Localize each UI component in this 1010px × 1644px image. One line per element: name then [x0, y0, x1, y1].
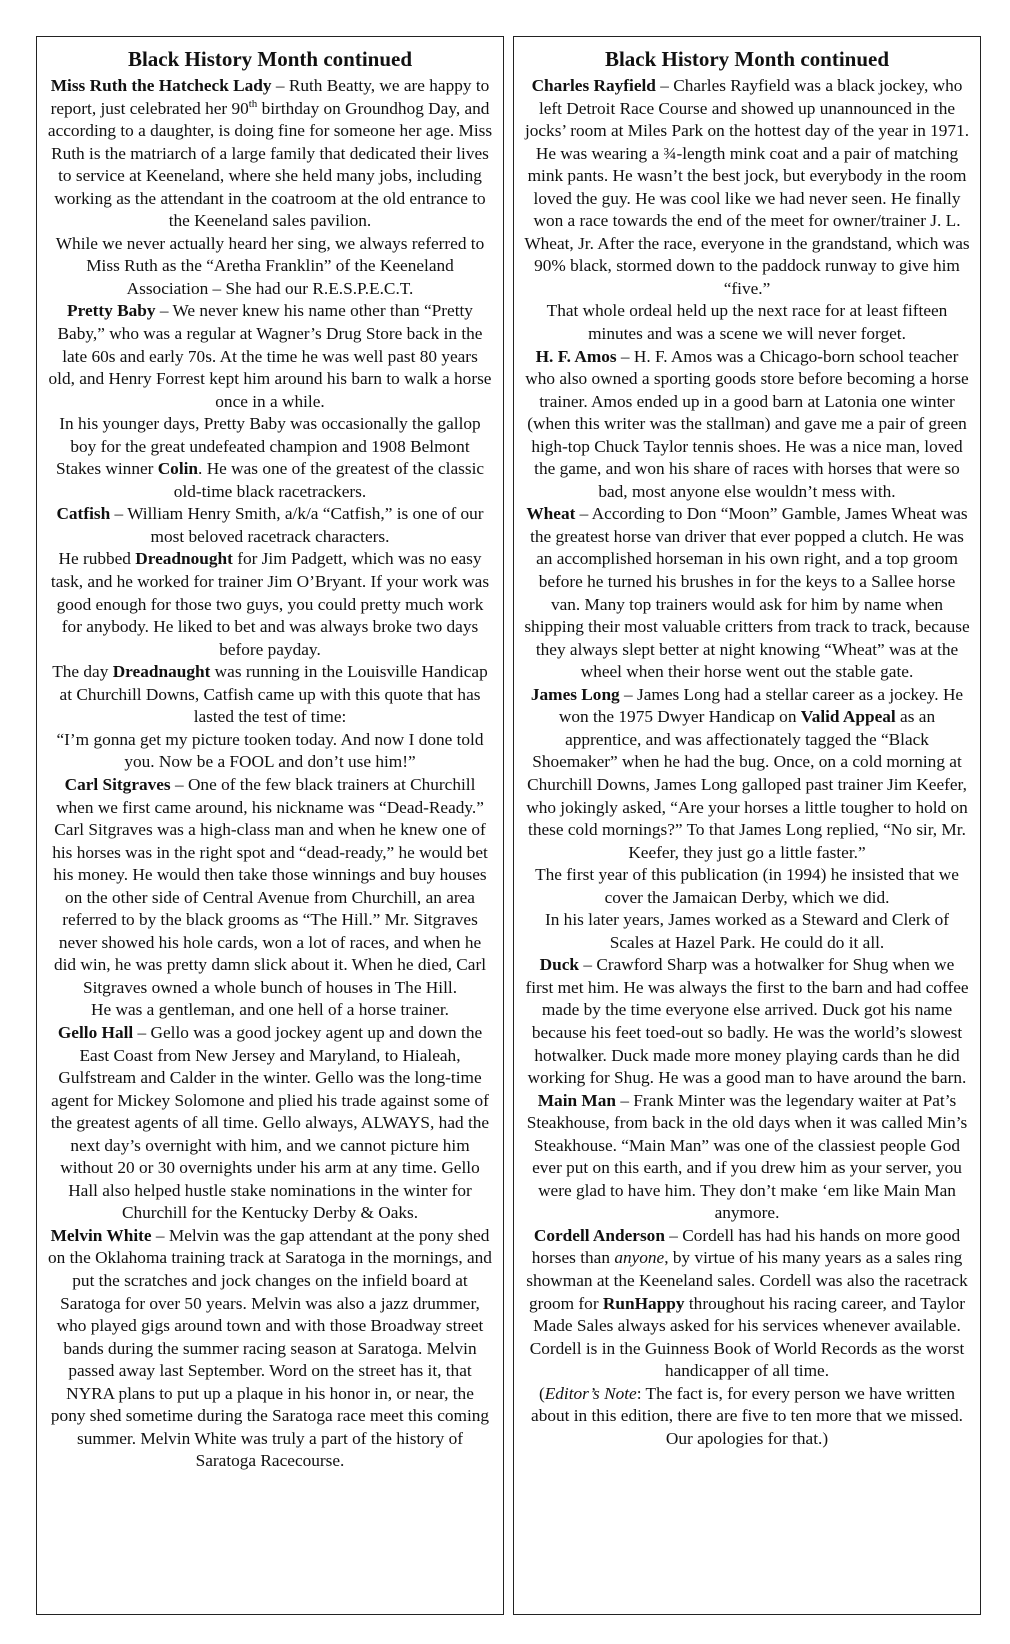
name-duck: Duck — [539, 955, 580, 975]
column-title: Black History Month continued — [127, 47, 413, 71]
paragraph-gello-hall: Gello Hall – Gello was a good jockey agent up and down the East Coast from New Jersey and Maryland, to Hialeah, Gulfstream and Calder in the winter. Gello was the long-time agent for Mickey Solomone and plied his trade against some of the greatest agents of all time. Gello always, ALWAYS, had the next day’s overnight with him, and we cannot picture him without 20 or 30 overnights under his arm at any time. Gello Hall also helped hustle stake nominations in the winter for Churchill for the Kentucky Derby & Oaks. — [50, 1022, 490, 1223]
paragraph-pretty-baby: Pretty Baby – We never knew his name other than “Pretty Baby,” who was a regular at Wagner’s Drug Store back in the late 60s and early 70s. At the time he was well past 80 years old, and Henry Forrest kept him around his barn to walk a horse once in a while. — [48, 301, 492, 411]
name-main-man: Main Man — [537, 1090, 616, 1110]
paragraph-miss-ruth: Miss Ruth the Hatcheck Lady – Ruth Beatty, we are happy to report, just celebrated her 90th birthday on Groundhog Day, and according to a daughter, is doing fine for someone her age. Miss Ruth is the matriarch of a large family that dedicated their lives to service at Keeneland, where she held many jobs, including working as the attendant in the coatroom at the old entrance to the Keeneland sales pavilion. — [47, 76, 493, 231]
paragraph-catfish-quote: “I’m gonna get my picture tooken today. And now I done told you. Now be a FOOL and don’t use him!” — [56, 729, 484, 772]
paragraph-miss-ruth-2: While we never actually heard her sing, we always referred to Miss Ruth as the “Aretha Franklin” of the Keeneland Association – She had our R.E.S.P.E.C.T. — [55, 233, 485, 298]
name-charles-rayfield: Charles Rayfield — [531, 76, 656, 95]
paragraph-editors-note: (Editor’s Note: The fact is, for every person we have written about in this edition, there are five to ten more that we missed. Our apologies for that.) — [531, 1383, 963, 1448]
name-pretty-baby: Pretty Baby — [67, 301, 156, 321]
paragraph-carl-sitgraves: Carl Sitgraves – One of the few black trainers at Churchill when we first came around, his nickname was “Dead-Ready.” Carl Sitgraves was a high-class man and when he knew one of his horses was in the right spot and “dead-ready,” he would bet his money. He would then take those winnings and buy houses on the other side of Central Avenue from Churchill, an area referred to by the black grooms as “The Hill.” Mr. Sitgraves never showed his hole cards, won a lot of races, and when he did win, he was pretty damn slick about it. When he died, Carl Sitgraves owned a whole bunch of houses in The Hill. — [52, 774, 488, 997]
paragraph-catfish: Catfish – William Henry Smith, a/k/a “Catfish,” is one of our most beloved racetrack characters. — [56, 504, 484, 546]
paragraph-wheat: Wheat – According to Don “Moon” Gamble, James Wheat was the greatest horse van driver that ever popped a clutch. He was an accomplished horseman in his own right, and a top groom before he turned his brushes in for the keys to a Sallee horse van. Many top trainers would ask for him by name when shipping their most valuable critters from track to track, because they always slept better at night knowing “Wheat” was at the wheel when their horse went out the stable gate. — [524, 504, 970, 682]
paragraph-james-long: James Long – James Long had a stellar career as a jockey. He won the 1975 Dwyer Handicap on Valid Appeal as an apprentice, and was affectionately tagged the “Black Shoemaker” when he had the bug. Once, on a cold morning at Churchill Downs, James Long galloped past trainer Jim Keefer, who jokingly asked, “Are your horses a little tougher to hold on these cold mornings?” To that James Long replied, “No sir, Mr. Keefer, they just go a little faster.” — [526, 684, 968, 862]
paragraph-james-long-2: The first year of this publication (in 1994) he insisted that we cover the Jamaican Derby, which we did. — [535, 865, 959, 907]
column-body — [524, 75, 970, 1450]
paragraph-hf-amos: H. F. Amos – H. F. Amos was a Chicago-born school teacher who also owned a sporting goods store before becoming a horse trainer. Amos ended up in a good barn at Latonia one winter (when this writer was the stallman) and gave me a pair of green high-top Chuck Taylor tennis shoes. He was a nice man, loved the game, and won his share of races with horses that were so bad, most anyone else wouldn’t mess with. — [525, 346, 969, 501]
name-catfish: Catfish — [56, 504, 111, 524]
column-body — [47, 75, 493, 1473]
name-wheat: Wheat — [526, 504, 576, 524]
name-gello-hall: Gello Hall — [57, 1022, 134, 1042]
column-title: Black History Month continued — [604, 47, 890, 71]
left-column — [36, 36, 504, 1615]
paragraph-catfish-2: He rubbed Dreadnought for Jim Padgett, which was no easy task, and he worked for trainer Jim O’Bryant. If your work was good enough for those two guys, you could pretty much work for anybody. He liked to bet and was always broke two days before payday. — [50, 549, 490, 659]
paragraph-main-man: Main Man – Frank Minter was the legendary waiter at Pat’s Steakhouse, from back in the old days when it was called Min’s Steakhouse. “Main Man” was one of the classiest people God ever put on this earth, and if you drew him as your server, you were glad to have him. They don’t make ‘em like Main Man anymore. — [526, 1090, 968, 1223]
name-miss-ruth: Miss Ruth the Hatcheck Lady — [50, 76, 272, 95]
name-cordell-anderson: Cordell Anderson — [533, 1225, 665, 1245]
paragraph-catfish-3: The day Dreadnaught was running in the Louisville Handicap at Churchill Downs, Catfish came up with this quote that has lasted the test of time: — [52, 662, 488, 727]
name-hf-amos: H. F. Amos — [535, 346, 617, 366]
paragraph-charles-rayfield-2: That whole ordeal held up the next race for at least fifteen minutes and was a scene we will never forget. — [546, 301, 948, 344]
right-column — [513, 36, 981, 1615]
paragraph-charles-rayfield: Charles Rayfield – Charles Rayfield was a black jockey, who left Detroit Race Course and showed up unannounced in the jocks’ room at Miles Park on the hottest day of the year in 1971. He was wearing a ¾-length mink coat and a pair of matching mink pants. He wasn’t the best jock, but everybody in the room loved the guy. He was cool like we had never seen. He finally won a race towards the end of the meet for owner/trainer J. L. Wheat, Jr. After the race, everyone in the grandstand, which was 90% black, stormed down to the paddock runway to give him “five.” — [524, 76, 970, 298]
paragraph-james-long-3: In his later years, James worked as a Steward and Clerk of Scales at Hazel Park. He could do it all. — [544, 910, 950, 952]
paragraph-duck: Duck – Crawford Sharp was a hotwalker for Shug when we first met him. He was always the first to the barn and had coffee made by the time everyone else arrived. Duck got his name because his feet toed-out so badly. He was the world’s slowest hotwalker. Duck made more money playing cards than he did working for Shug. He was a good man to have around the barn. — [525, 955, 969, 1088]
paragraph-carl-sitgraves-2: He was a gentleman, and one hell of a horse trainer. — [91, 1000, 449, 1020]
paragraph-melvin-white: Melvin White – Melvin was the gap attendant at the pony shed on the Oklahoma training track at Saratoga in the mornings, and put the scratches and jock changes on the infield board at Saratoga for over 50 years. Melvin was also a jazz drummer, who played gigs around town and with those Broadway street bands during the summer racing season at Saratoga. Melvin passed away last September. Word on the street has it, that NYRA plans to put up a plaque in his honor in, or near, the pony shed sometime during the Saratoga race meet this coming summer. Melvin White was truly a part of the history of Saratoga Racecourse. — [48, 1225, 492, 1471]
name-melvin-white: Melvin White — [50, 1225, 152, 1245]
name-carl-sitgraves: Carl Sitgraves — [64, 774, 171, 794]
name-james-long: James Long — [530, 684, 620, 704]
paragraph-cordell-anderson: Cordell Anderson – Cordell has had his hands on more good horses than anyone, by virtue of his many years as a sales ring showman at the Keeneland sales. Cordell was also the racetrack groom for RunHappy throughout his racing career, and Taylor Made Sales always asked for his services whenever available. Cordell is in the Guinness Book of World Records as the worst handicapper of all time. — [526, 1225, 968, 1381]
paragraph-pretty-baby-2: In his younger days, Pretty Baby was occasionally the gallop boy for the great undefeated champion and 1908 Belmont Stakes winner Colin. He was one of the greatest of the classic old-time black racetrackers. — [55, 414, 485, 501]
